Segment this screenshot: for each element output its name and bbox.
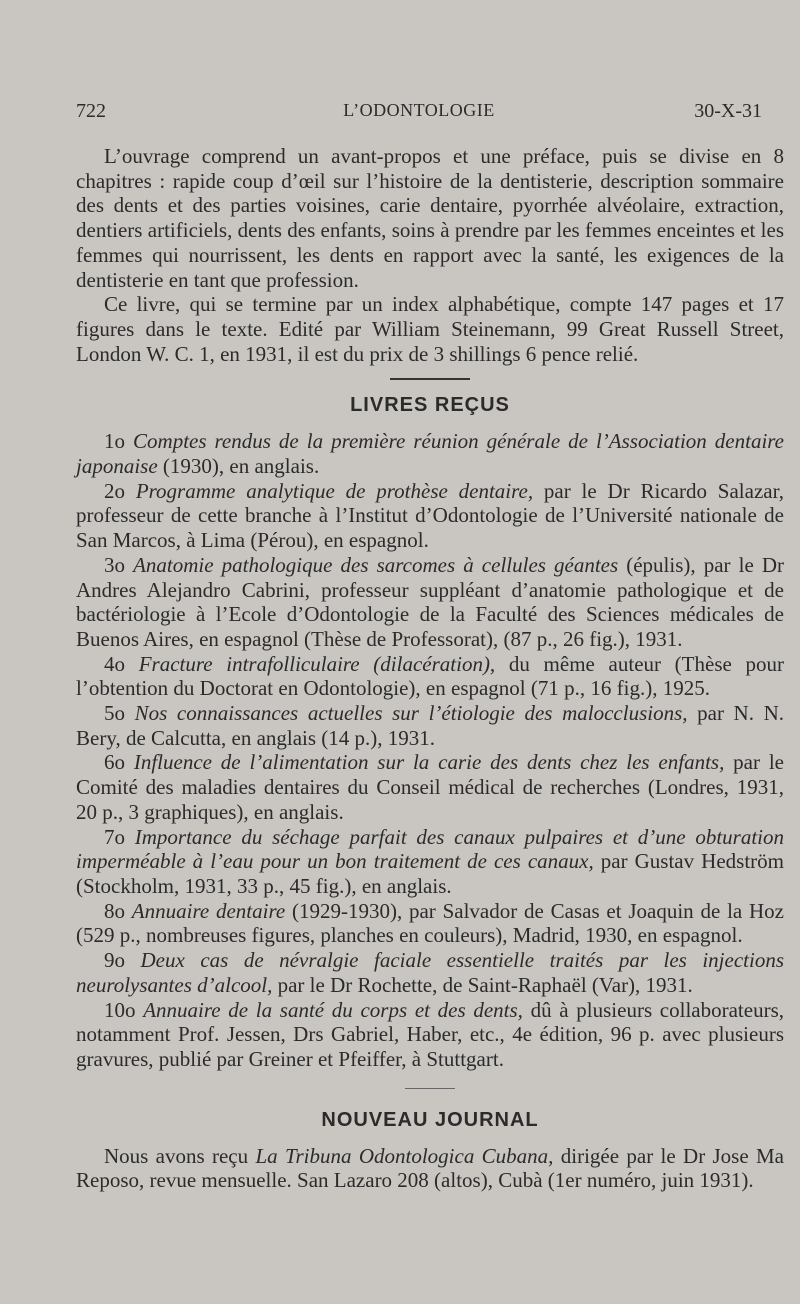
journal-title: La Tribuna Odontologica Cubana, bbox=[255, 1143, 554, 1168]
journal-text-post: dirigée par le Dr Jose Ma Reposo, revue mensuelle. San Lazaro 208 (altos), Cubà (1er numéro, juin 1931). bbox=[76, 1143, 785, 1193]
book-entry bbox=[76, 750, 784, 824]
entry-number: 3o bbox=[104, 552, 134, 577]
book-entry bbox=[76, 825, 784, 899]
book-entry bbox=[76, 429, 784, 478]
entry-title: Nos connaissances actuelles sur l’étiologie des malocclusions, bbox=[134, 701, 688, 726]
entry-number: 10o bbox=[104, 997, 144, 1022]
entry-title: Comptes rendus de la première réunion générale de l’Association dentaire japonaise bbox=[76, 429, 785, 479]
book-entry bbox=[76, 479, 784, 553]
book-entry bbox=[76, 948, 784, 997]
entry-details: par le Dr Rochette, de Saint-Raphaël (Var), 1931. bbox=[272, 972, 693, 997]
entry-details: dû à plusieurs collaborateurs, notamment Prof. Jessen, Drs Gabriel, Haber, etc., 4e édition, 96 p. avec plusieurs gravures, publié par Greiner et Pfeiffer, à Stuttgart. bbox=[76, 997, 785, 1071]
entry-details: du même auteur (Thèse pour l’obtention du Doctorat en Odontologie), en espagnol (71 p., 16 fig.), 1925. bbox=[76, 651, 784, 701]
section-heading-livres-recus: LIVRES REÇUS bbox=[350, 394, 510, 417]
entry-number: 9o bbox=[104, 948, 141, 973]
page-body bbox=[76, 144, 784, 1193]
journal-paragraph bbox=[76, 1144, 784, 1193]
entry-number: 1o bbox=[104, 429, 134, 454]
entry-title: Anatomie pathologique des sarcomes à cellules géantes bbox=[133, 552, 619, 577]
entry-details: par Gustav Hedström (Stockholm, 1931, 33 p., 45 fig.), en anglais. bbox=[76, 849, 784, 898]
entry-number: 4o bbox=[104, 651, 139, 676]
entry-details: par le Dr Ricardo Salazar, professeur de cette branche à l’Institut d’Odontologie de l’Université nationale de San Marcos, à Lima (Pérou), en espagnol. bbox=[76, 478, 784, 553]
entry-title: Fracture intrafolliculaire (dilacération), bbox=[138, 651, 496, 676]
book-entry bbox=[76, 701, 784, 750]
journal-text-pre: Nous avons reçu bbox=[104, 1143, 256, 1168]
entry-title: Annuaire de la santé du corps et des dents, bbox=[143, 997, 523, 1022]
entry-title: Annuaire dentaire bbox=[131, 898, 286, 923]
entry-details: (1929-1930), par Salvador de Casas et Joaquin de la Hoz (529 p., nombreuses figures, planches en couleurs), Madrid, 1930, en espagnol. bbox=[76, 898, 785, 948]
page-number: 722 bbox=[76, 100, 106, 122]
section-divider bbox=[390, 378, 470, 380]
entry-number: 5o bbox=[104, 701, 135, 726]
section-divider-2 bbox=[405, 1088, 455, 1089]
entry-number: 7o bbox=[104, 824, 135, 849]
entry-number: 6o bbox=[104, 750, 134, 775]
entry-title: Influence de l’alimentation sur la carie des dents chez les enfants, bbox=[133, 750, 725, 775]
book-entry bbox=[76, 553, 784, 652]
entry-title: Programme analytique de prothèse dentaire, bbox=[135, 478, 534, 503]
page-header bbox=[76, 100, 762, 130]
book-entry bbox=[76, 652, 784, 701]
intro-paragraph-1: L’ouvrage comprend un avant-propos et une préface, puis se divise en 8 chapitres : rapide coup d’œil sur l’histoire de la dentisterie, description sommaire des dents et des parties voisines, carie dentaire, pyorrhée alvéolaire, extraction, dentiers artificiels, dents des enfants, soins à prendre par les femmes enceintes et les femmes qui nourrissent, les dents en rapport avec la santé, les exigences de la dentisterie en tant que profession. bbox=[76, 144, 784, 292]
book-entry bbox=[76, 899, 784, 948]
entry-details: par N. N. Bery, de Calcutta, en anglais (14 p.), 1931. bbox=[76, 701, 785, 750]
book-entry bbox=[76, 998, 784, 1072]
entry-details: (épulis), par le Dr Andres Alejandro Cabrini, professeur suppléant d’anatomie pathologique et de bactériologie à l’Ecole d’Odontologie de la Faculté des Sciences médicales de Buenos Aires, en espagnol (Thèse de Professorat), (87 p., 26 fig.), 1931. bbox=[76, 552, 784, 651]
entry-details: par le Comité des maladies dentaires du Conseil médical de recherches (Londres, 1931, 20 p., 3 graphiques), en anglais. bbox=[76, 750, 784, 824]
intro-paragraph-2: Ce livre, qui se termine par un index alphabétique, compte 147 pages et 17 figures dans le texte. Edité par William Steinemann, 99 Great Russell Street, London W. C. 1, en 1931, il est du prix de 3 shillings 6 pence relié. bbox=[76, 292, 784, 366]
entry-title: Importance du séchage parfait des canaux pulpaires et d’une obturation imperméable à l’eau pour un bon traitement de ces canaux, bbox=[76, 824, 785, 874]
section-heading-nouveau-journal: NOUVEAU JOURNAL bbox=[321, 1108, 539, 1131]
entry-number: 2o bbox=[104, 478, 136, 503]
issue-date: 30-X-31 bbox=[694, 100, 762, 122]
running-title: L’ODONTOLOGIE bbox=[343, 100, 495, 120]
entry-title: Deux cas de névralgie faciale essentielle traités par les injections neurolysantes d’alcool, bbox=[76, 948, 784, 997]
entry-details: (1930), en anglais. bbox=[157, 454, 320, 479]
entry-number: 8o bbox=[104, 898, 132, 923]
book-list bbox=[76, 429, 784, 1071]
